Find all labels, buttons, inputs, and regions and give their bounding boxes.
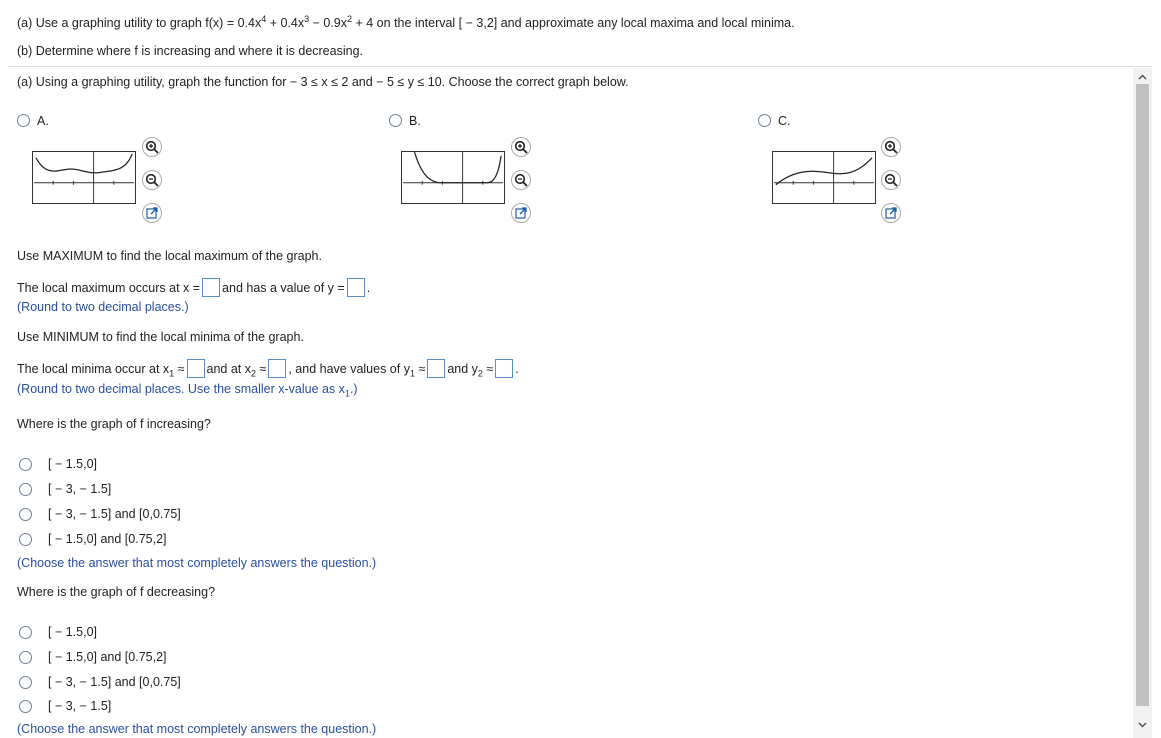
maximum-text: and has a value of y = [222, 280, 345, 295]
min-y1-input[interactable] [427, 359, 445, 378]
min-y2-input[interactable] [495, 359, 513, 378]
option-c-radio[interactable] [758, 114, 771, 127]
minimum-text: ≈ [414, 361, 426, 376]
minimum-instruction: Use MINIMUM to find the local minima of the graph. [17, 330, 304, 344]
option-a-radio[interactable] [17, 114, 30, 127]
option-a-zoom-out-icon[interactable] [142, 170, 162, 190]
min-x2-input[interactable] [268, 359, 286, 378]
increasing-choice-label[interactable]: [ − 1.5,0] and [0.75,2] [48, 532, 167, 546]
decreasing-hint: (Choose the answer that most completely answers the question.) [17, 722, 377, 736]
option-b-label: B. [409, 114, 421, 128]
option-b-radio[interactable] [389, 114, 402, 127]
problem-statement-b: (b) Determine where f is increasing and where it is decreasing. [17, 44, 363, 58]
exponent: 2 [347, 14, 353, 24]
problem-text: + 0.4x [266, 16, 305, 31]
decreasing-question: Where is the graph of f decreasing? [17, 585, 216, 599]
problem-text: − 0.9x [309, 16, 347, 31]
minimum-hint-text: (Round to two decimal places. Use the smaller x-value as x [17, 382, 345, 396]
option-a-popout-icon[interactable] [142, 203, 162, 223]
minimum-text: and at x [206, 361, 251, 376]
minimum-hint [17, 382, 358, 399]
decreasing-choice-label[interactable]: [ − 1.5,0] [48, 625, 97, 639]
decreasing-choice-label[interactable]: [ − 1.5,0] and [0.75,2] [48, 650, 167, 664]
max-x-input[interactable] [202, 278, 220, 297]
option-c-graph[interactable] [772, 151, 876, 204]
scroll-up-icon[interactable] [1136, 70, 1149, 83]
minimum-text: . [515, 361, 519, 376]
minimum-text: , and have values of y [288, 361, 410, 376]
decreasing-choice-label[interactable]: [ − 3, − 1.5] and [0,0.75] [48, 675, 181, 689]
minimum-line [17, 360, 519, 379]
increasing-choice-label[interactable]: [ − 1.5,0] [48, 457, 97, 471]
problem-text: + 4 on the interval [ − 3,2] and approximate any local maxima and local minima. [352, 16, 795, 31]
option-a-label: A. [37, 114, 49, 128]
minimum-text: ≈ [482, 361, 494, 376]
increasing-choice-radio[interactable] [19, 508, 32, 521]
maximum-text: The local maximum occurs at x = [17, 280, 201, 295]
decreasing-choice-label[interactable]: [ − 3, − 1.5] [48, 699, 112, 713]
minimum-text: ≈ [256, 361, 267, 376]
maximum-hint: (Round to two decimal places.) [17, 300, 189, 314]
increasing-hint: (Choose the answer that most completely answers the question.) [17, 556, 377, 570]
option-c-popout-icon[interactable] [881, 203, 901, 223]
subscript: 1 [409, 368, 415, 379]
increasing-question: Where is the graph of f increasing? [17, 417, 211, 431]
option-b-graph[interactable] [401, 151, 505, 204]
exponent: 4 [261, 14, 267, 24]
graph-prompt: (a) Using a graphing utility, graph the function for − 3 ≤ x ≤ 2 and − 5 ≤ y ≤ 10. Choose the correct graph below. [17, 75, 629, 89]
increasing-choice-radio[interactable] [19, 533, 32, 546]
option-c-label: C. [778, 114, 791, 128]
option-b-zoom-in-icon[interactable] [511, 137, 531, 157]
subscript: 2 [477, 368, 483, 379]
decreasing-choice-radio[interactable] [19, 626, 32, 639]
increasing-choice-radio[interactable] [19, 458, 32, 471]
subscript: 1 [344, 388, 350, 399]
option-a-graph[interactable] [32, 151, 136, 204]
minimum-hint-text: .) [349, 382, 358, 396]
max-y-input[interactable] [347, 278, 365, 297]
problem-statement-a [17, 14, 795, 30]
increasing-choice-label[interactable]: [ − 3, − 1.5] [48, 482, 112, 496]
subscript: 1 [169, 368, 175, 379]
subscript: 2 [250, 368, 256, 379]
decreasing-choice-radio[interactable] [19, 651, 32, 664]
decreasing-choice-radio[interactable] [19, 676, 32, 689]
option-c-zoom-in-icon[interactable] [881, 137, 901, 157]
exponent: 3 [304, 14, 310, 24]
option-b-zoom-out-icon[interactable] [511, 170, 531, 190]
option-c-zoom-out-icon[interactable] [881, 170, 901, 190]
min-x1-input[interactable] [187, 359, 205, 378]
minimum-text: ≈ [174, 361, 185, 376]
increasing-choice-radio[interactable] [19, 483, 32, 496]
maximum-instruction: Use MAXIMUM to find the local maximum of the graph. [17, 249, 322, 263]
divider [8, 66, 1152, 67]
problem-text: (a) Use a graphing utility to graph f(x) = 0.4x [17, 16, 262, 31]
increasing-choice-label[interactable]: [ − 3, − 1.5] and [0,0.75] [48, 507, 181, 521]
option-b-popout-icon[interactable] [511, 203, 531, 223]
minimum-text: The local minima occur at x [17, 361, 170, 376]
minimum-text: and y [447, 361, 478, 376]
option-a-zoom-in-icon[interactable] [142, 137, 162, 157]
decreasing-choice-radio[interactable] [19, 700, 32, 713]
maximum-text: . [366, 280, 371, 295]
scroll-down-icon[interactable] [1136, 718, 1149, 731]
scrollbar-thumb[interactable] [1136, 84, 1149, 706]
maximum-line [17, 279, 370, 298]
